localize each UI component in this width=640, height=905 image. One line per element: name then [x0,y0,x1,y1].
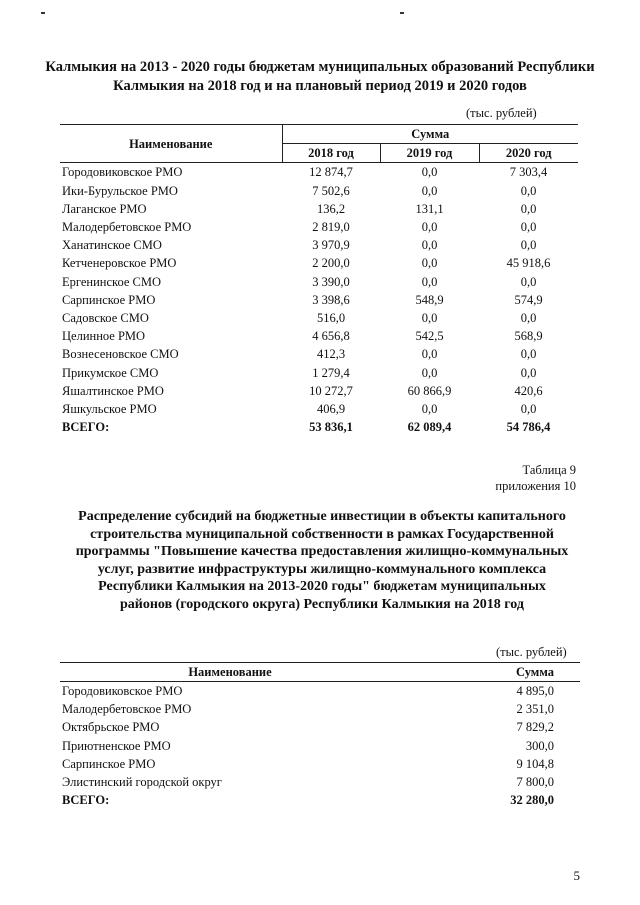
table2-cell-value: 300,0 [525,738,554,753]
table1-header-sum: Сумма [282,125,578,144]
table1-cell-value: 0,0 [421,347,438,362]
table1-cell-value: 568,9 [514,329,543,344]
table1-units: (тыс. рублей) [466,106,537,120]
table2-row [60,755,580,773]
table1-cell-value: 136,2 [316,201,346,216]
table1-cell-value: 131,1 [415,201,444,216]
table1-row [60,182,578,200]
table1-cell-name: Кетченеровское РМО [62,256,177,271]
table1-header-name: Наименование [60,125,282,163]
table1-row [60,382,578,400]
table1-cell-value: 0,0 [421,256,438,271]
table1-row [60,254,578,272]
table1-cell-value: 0,0 [421,401,438,416]
table2-cell-value: 32 280,0 [510,793,554,808]
table1-cell-value: 0,0 [421,238,438,253]
table1-row [60,327,578,345]
table1-cell-value: 516,0 [316,310,346,325]
table1-row [60,218,578,236]
table2-header-name: Наименование [60,663,440,682]
table1-cell-value: 12 874,7 [309,165,353,180]
table1-row [60,163,578,182]
table-number-label: Таблица 9 [522,463,576,477]
table1-cell-name: Городовиковское РМО [62,165,183,180]
table1-cell-value: 3 398,6 [312,292,350,307]
table2-units: (тыс. рублей) [496,645,567,659]
table1-cell-value: 0,0 [520,347,537,362]
table1-cell-name: Яшкульское РМО [62,401,157,416]
table1-cell-name: Ергенинское СМО [62,274,162,289]
table1 [60,124,578,436]
table1-cell-value: 412,3 [316,347,346,362]
table2-cell-value: 9 104,8 [516,756,554,771]
table2-row [60,682,580,701]
table1-cell-name: Лаганское РМО [62,201,147,216]
table2-header-sum: Сумма [440,663,580,682]
page-number: 5 [573,868,580,883]
table1-cell-name: Сарпинское РМО [62,292,156,307]
table1-cell-value: 574,9 [514,292,543,307]
table2-row [60,773,580,791]
table1-cell-value: 406,9 [316,401,346,416]
table1-cell-value: 542,5 [415,329,444,344]
table-number [495,462,576,494]
table1-header-year: 2019 год [380,144,479,163]
table1-row [60,345,578,363]
table1-cell-value: 0,0 [421,165,438,180]
table1-cell-value: 53 836,1 [309,420,353,435]
table1-row [60,273,578,291]
table1-row [60,363,578,381]
table1-cell-value: 3 390,0 [312,274,350,289]
table1-cell-name: Садовское СМО [62,310,149,325]
table2-cell-value: 4 895,0 [516,684,554,699]
table1-cell-value: 0,0 [520,274,537,289]
table1-cell-value: 7 502,6 [312,183,350,198]
scan-mark [41,12,45,14]
table2-cell-name: Приютненское РМО [62,738,171,753]
table1-cell-value: 548,9 [415,292,444,307]
table1-cell-name: ВСЕГО: [62,420,110,435]
table1-cell-value: 2 200,0 [312,256,350,271]
table1-cell-value: 420,6 [514,383,543,398]
table1-cell-name: Прикумское СМО [62,365,159,380]
table2-cell-name: ВСЕГО: [62,793,110,808]
table1-cell-value: 60 866,9 [407,383,452,398]
table2-row [60,700,580,718]
table1-cell-value: 45 918,6 [506,256,551,271]
table2-cell-name: Элистинский городской округ [62,775,222,790]
table1-row [60,400,578,418]
table1-cell-value: 0,0 [520,220,537,235]
table1-cell-value: 0,0 [421,183,438,198]
table1-cell-value: 1 279,4 [312,365,350,380]
table1-cell-value: 2 819,0 [312,220,350,235]
table1-row [60,200,578,218]
table1-cell-name: Целинное РМО [62,329,146,344]
table2-total-row [60,791,580,809]
table1-cell-value: 62 089,4 [407,420,452,435]
table1-cell-value: 0,0 [520,183,537,198]
table1-cell-value: 7 303,4 [509,165,548,180]
table1-cell-name: Ики-Бурульское РМО [62,183,178,198]
table2-cell-name: Малодербетовское РМО [62,702,192,717]
scan-mark [400,12,404,14]
table2 [60,662,580,809]
table1-title: Калмыкия на 2013 - 2020 годы бюджетам муниципальных образований Республики Калмыкия на 2018 год и на плановый период 2019 и 2020 годов [45,59,595,94]
table2-cell-value: 7 829,2 [516,720,554,735]
table2-cell-name: Городовиковское РМО [62,684,183,699]
table1-cell-value: 0,0 [421,310,438,325]
table1-cell-name: Яшалтинское РМО [62,383,164,398]
table1-total-row [60,418,578,436]
table1-cell-name: Малодербетовское РМО [62,220,192,235]
table1-cell-value: 3 970,9 [312,238,350,253]
table1-cell-name: Ханатинское СМО [62,238,162,253]
table1-cell-value: 10 272,7 [309,383,353,398]
table1-cell-name: Вознесеновское СМО [62,347,179,362]
table1-cell-value: 0,0 [520,401,537,416]
table1-cell-value: 0,0 [421,365,438,380]
table1-cell-value: 0,0 [520,310,537,325]
table1-row [60,291,578,309]
table1-cell-value: 0,0 [520,238,537,253]
table1-cell-value: 4 656,8 [312,329,350,344]
table2-cell-name: Октябрьское РМО [62,720,160,735]
appendix-label: приложения 10 [495,479,576,493]
table2-row [60,737,580,755]
table1-header-year: 2018 год [282,144,380,163]
table2-title: Распределение субсидий на бюджетные инвестиции в объекты капитального строительства муниципальной собственности в рамках Государственной программы "Повышение качества предоставления жилищно-коммунальных услуг, развитие инфраструктуры жилищно-коммунального комплекса Республики Калмыкия на 2013-2020 годы" бюджетам муниципальных районов (городского округа) Республики Калмыкия на 2018 год [75,509,569,612]
table1-cell-value: 0,0 [421,274,438,289]
table1-cell-value: 0,0 [421,220,438,235]
table2-cell-name: Сарпинское РМО [62,756,156,771]
table1-row [60,236,578,254]
table2-cell-value: 7 800,0 [516,775,554,790]
table1-cell-value: 0,0 [520,201,537,216]
table1-cell-value: 54 786,4 [506,420,551,435]
table1-row [60,309,578,327]
table1-header-year: 2020 год [479,144,578,163]
table1-cell-value: 0,0 [520,365,537,380]
table2-cell-value: 2 351,0 [516,702,554,717]
table2-row [60,718,580,736]
